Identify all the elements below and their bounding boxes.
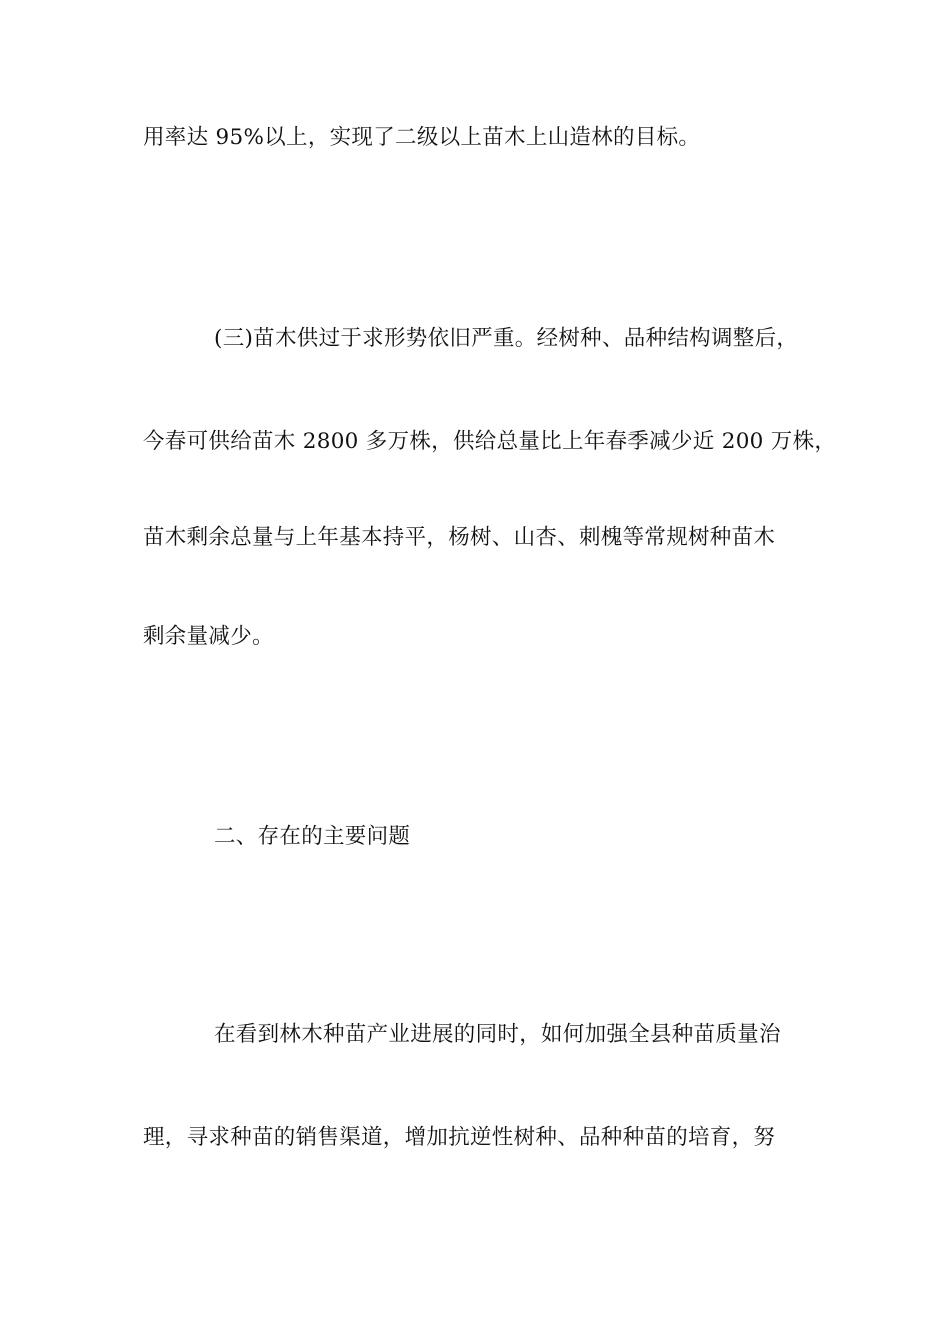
paragraph-line: 剩余量减少。: [143, 624, 274, 649]
paragraph-line: 用率达 95%以上，实现了二级以上苗木上山造林的目标。: [143, 125, 701, 150]
paragraph-line: 今春可供给苗木 2800 多万株，供给总量比上年春季减少近 200 万株，: [143, 429, 837, 454]
paragraph-line: (三)苗木供过于求形势依旧严重。经树种、品种结构调整后，: [214, 326, 799, 351]
paragraph-line: 苗木剩余总量与上年基本持平，杨树、山杏、刺槐等常规树种苗木: [143, 525, 776, 550]
paragraph-line: 在看到林木种苗产业进展的同时，如何加强全县种苗质量治: [214, 1022, 781, 1047]
paragraph-line: 理，寻求种苗的销售渠道，增加抗逆性树种、品种种苗的培育，努: [143, 1125, 776, 1150]
section-heading: 二、存在的主要问题: [214, 824, 411, 849]
